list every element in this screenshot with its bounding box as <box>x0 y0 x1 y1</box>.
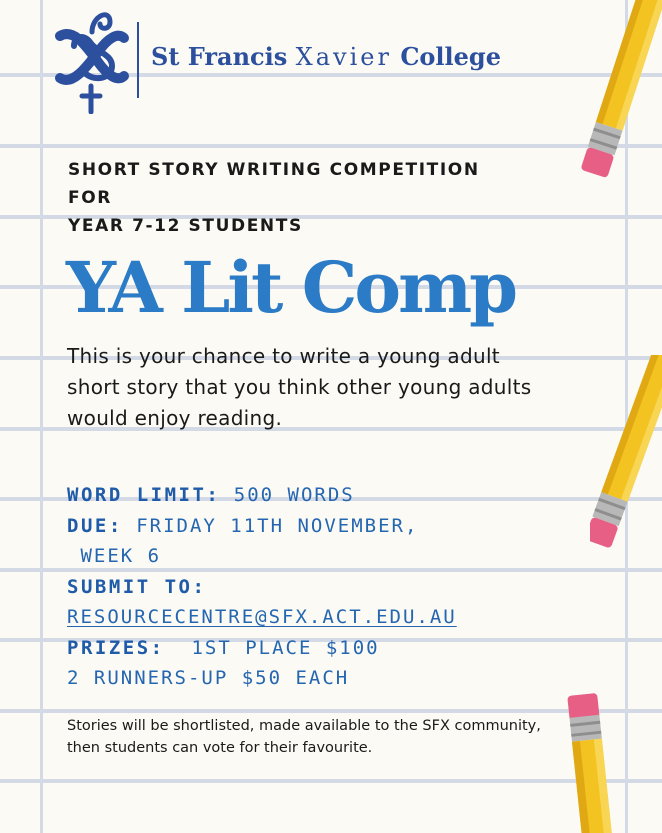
intro-paragraph: This is your chance to write a young adult short story that you think other young adults would enjoy reading. <box>67 344 532 430</box>
margin-line <box>40 0 43 833</box>
prizes-row <box>67 633 457 664</box>
word-limit-value: 500 WORDS <box>220 484 355 506</box>
college-name <box>151 42 501 71</box>
competition-subheading <box>68 156 480 240</box>
submit-label: SUBMIT TO: <box>67 575 207 598</box>
college-name-part: College <box>400 42 501 71</box>
page-title: YA Lit Comp <box>66 246 516 329</box>
due-label: DUE: <box>67 514 123 537</box>
word-limit-row <box>67 480 457 511</box>
word-limit-label: WORD LIMIT: <box>67 484 221 506</box>
prizes-label: PRIZES: <box>67 636 165 659</box>
due-row-continued: WEEK 6 <box>67 545 162 567</box>
logo-divider <box>137 22 139 98</box>
college-name-part: Xavier <box>295 43 392 71</box>
subheading-line: FOR <box>68 188 112 208</box>
prizes-runners-up: 2 RUNNERS-UP $50 EACH <box>67 667 350 689</box>
footer-note: Stories will be shortlisted, made available to the SFX community, then students can vote for their favourite. <box>67 718 541 756</box>
submit-email-link[interactable]: RESOURCECENTRE@SFX.ACT.EDU.AU <box>67 606 457 628</box>
pencil-icon <box>578 0 662 198</box>
ruled-line <box>0 144 662 148</box>
subheading-line: YEAR 7-12 STUDENTS <box>68 216 303 236</box>
college-name-part: St Francis <box>151 42 288 71</box>
pencil-icon <box>590 355 662 565</box>
due-row <box>67 511 457 542</box>
pencil-icon <box>560 690 620 833</box>
prizes-value: 1ST PLACE $100 <box>164 636 380 659</box>
subheading-line: SHORT STORY WRITING COMPETITION <box>68 160 480 180</box>
due-value: FRIDAY 11TH NOVEMBER, <box>122 514 419 537</box>
sfx-crest-logo-icon <box>52 2 130 114</box>
competition-details <box>67 480 457 694</box>
